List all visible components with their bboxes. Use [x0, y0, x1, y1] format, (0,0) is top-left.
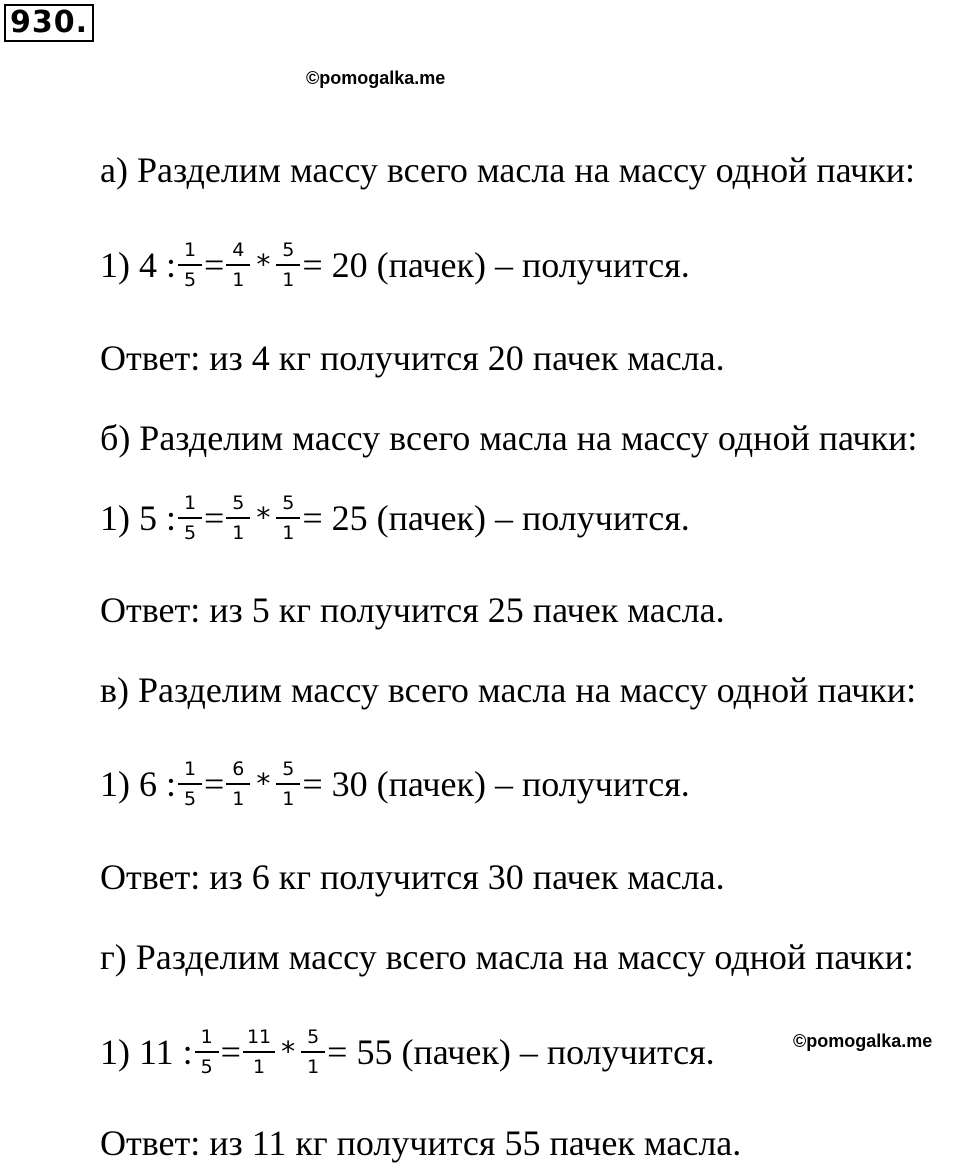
- answer-c: Ответ: из 6 кг получится 30 пачек масла.: [100, 857, 725, 897]
- eq-result: = 30 (пачек) – получится.: [302, 764, 690, 804]
- eq-prefix: 1) 11 :: [100, 1032, 193, 1072]
- fraction-dividend: $\frac{6}{1}$: [228, 758, 248, 810]
- eq-result: = 55 (пачек) – получится.: [327, 1032, 715, 1072]
- heading-c: в) Разделим массу всего масла на массу одной пачки:: [100, 670, 917, 710]
- multiply-sign: *: [256, 501, 271, 534]
- fraction-divisor: $\frac{1}{5}$: [180, 239, 200, 291]
- equation-c: 1) 6 : $\frac{1}{5}$ = $\frac{6}{1}$ * $\frac{5}{1}$ = 30 (пачек) – получится.: [100, 758, 690, 810]
- fraction-reciprocal: $\frac{5}{1}$: [278, 492, 298, 544]
- equation-d: 1) 11 : $\frac{1}{5}$ = $\frac{11}{1}$ * $\frac{5}{1}$ = 55 (пачек) – получится.: [100, 1026, 715, 1078]
- fraction-dividend: $\frac{11}{1}$: [245, 1026, 273, 1078]
- problem-number: 930.: [4, 4, 94, 42]
- heading-b: б) Разделим массу всего масла на массу одной пачки:: [100, 418, 918, 458]
- eq-result: = 20 (пачек) – получится.: [302, 245, 690, 285]
- watermark-bottom: ©pomogalka.me: [793, 1031, 933, 1051]
- answer-a: Ответ: из 4 кг получится 20 пачек масла.: [100, 338, 725, 378]
- multiply-sign: *: [256, 767, 271, 800]
- fraction-reciprocal: $\frac{5}{1}$: [278, 758, 298, 810]
- fraction-dividend: $\frac{4}{1}$: [228, 239, 248, 291]
- equation-b: 1) 5 : $\frac{1}{5}$ = $\frac{5}{1}$ * $\frac{5}{1}$ = 25 (пачек) – получится.: [100, 492, 690, 544]
- eq-prefix: 1) 5 :: [100, 498, 176, 538]
- multiply-sign: *: [256, 248, 271, 281]
- eq-prefix: 1) 4 :: [100, 245, 176, 285]
- answer-b: Ответ: из 5 кг получится 25 пачек масла.: [100, 590, 725, 630]
- fraction-divisor: $\frac{1}{5}$: [180, 492, 200, 544]
- fraction-dividend: $\frac{5}{1}$: [228, 492, 248, 544]
- watermark-top: ©pomogalka.me: [306, 68, 446, 88]
- fraction-divisor: $\frac{1}{5}$: [180, 758, 200, 810]
- heading-a: а) Разделим массу всего масла на массу одной пачки:: [100, 150, 916, 190]
- heading-d: г) Разделим массу всего масла на массу одной пачки:: [100, 937, 914, 977]
- answer-d: Ответ: из 11 кг получится 55 пачек масла.: [100, 1123, 742, 1163]
- fraction-reciprocal: $\frac{5}{1}$: [303, 1026, 323, 1078]
- eq-result: = 25 (пачек) – получится.: [302, 498, 690, 538]
- multiply-sign: *: [281, 1035, 296, 1068]
- fraction-divisor: $\frac{1}{5}$: [197, 1026, 217, 1078]
- equation-a: 1) 4 : $\frac{1}{5}$ = $\frac{4}{1}$ * $\frac{5}{1}$ = 20 (пачек) – получится.: [100, 239, 690, 291]
- fraction-reciprocal: $\frac{5}{1}$: [278, 239, 298, 291]
- eq-prefix: 1) 6 :: [100, 764, 176, 804]
